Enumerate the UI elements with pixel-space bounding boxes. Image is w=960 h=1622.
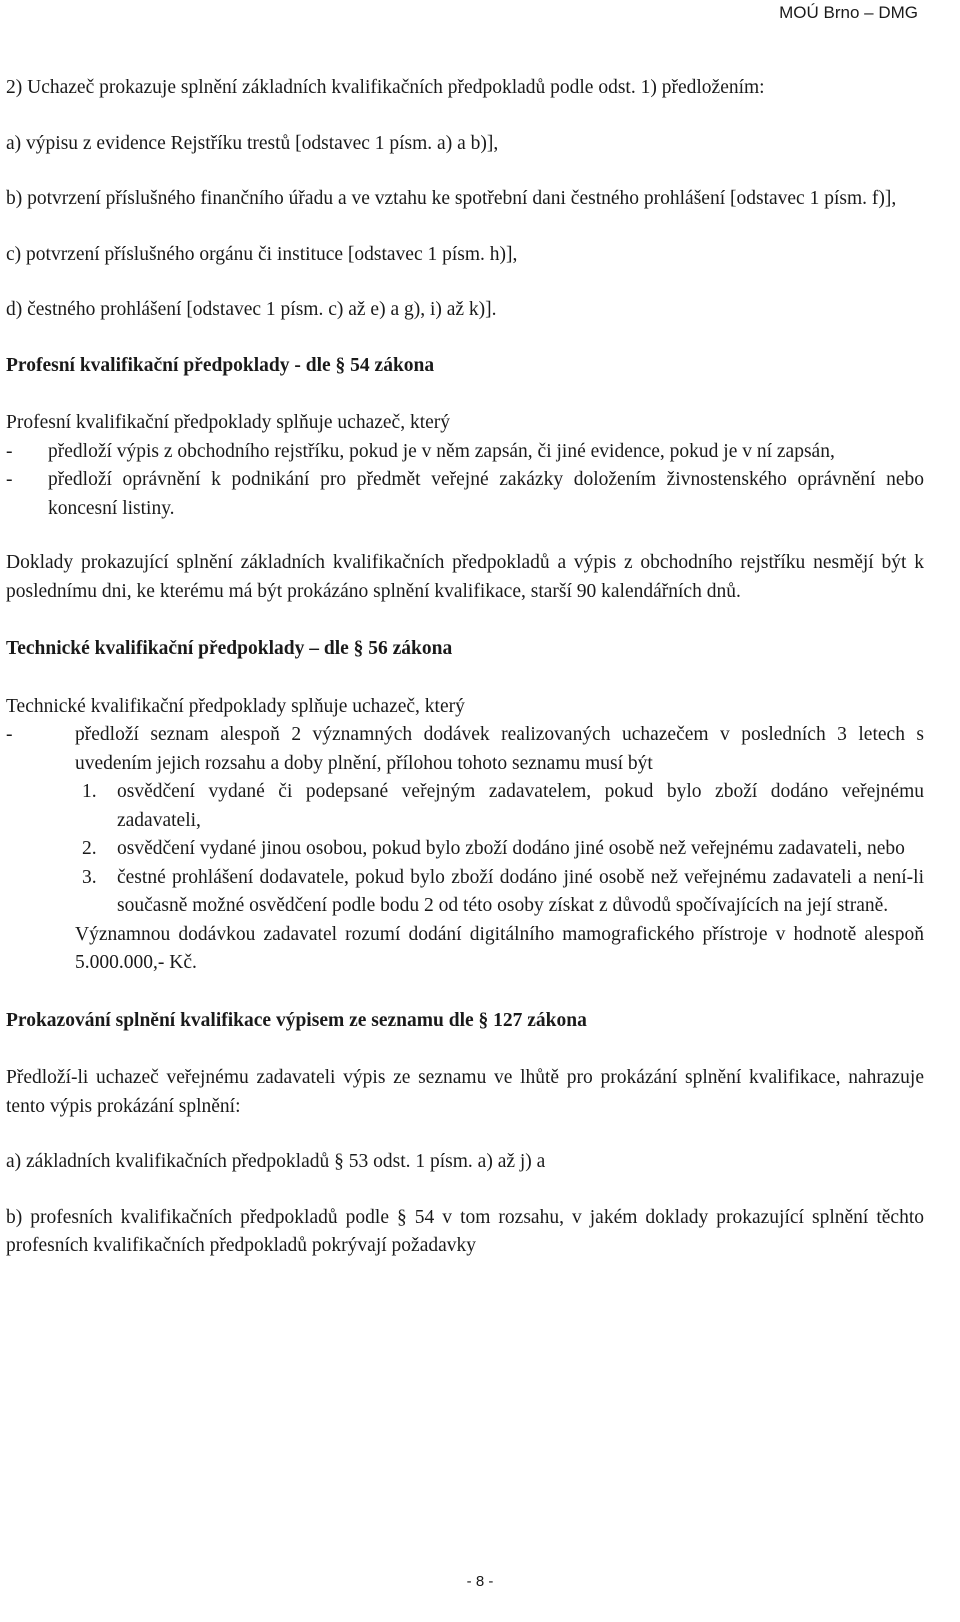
dash-item-text: předloží výpis z obchodního rejstříku, pokud je v něm zapsán, či jiné evidence, pokud je v ní zapsán, [48,440,835,462]
numbered-item [6,778,924,835]
dash-marker: - [6,724,13,745]
list-item: c) potvrzení příslušného orgánu či instituce [odstavec 1 písm. h)], [6,243,518,265]
list-item: b) profesních kvalifikačních předpokladů podle § 54 v tom rozsahu, v jakém doklady prokazující splnění těchto profesních kvalifikačních předpokladů pokrývají požadavky [6,1206,924,1256]
number-marker: 3. [82,866,97,888]
number-marker: 1. [82,781,97,802]
dash-item [6,721,924,778]
page-number: - 8 - [466,1573,494,1590]
dash-item-text: předloží oprávnění k podnikání pro předmět veřejné zakázky doložením živnostenského oprávnění nebo koncesní listiny. [48,469,924,519]
paragraph: Významnou dodávkou zadavatel rozumí dodání digitálního mamografického přístroje v hodnotě alespoň 5.000.000,- Kč. [75,923,924,973]
dash-marker: - [6,440,13,462]
list-item: a) základních kvalifikačních předpokladů § 53 odst. 1 písm. a) až j) a [6,1151,546,1172]
paragraph: Profesní kvalifikační předpoklady splňuje uchazeč, který [6,412,451,433]
page-header: MOÚ Brno – DMG [779,3,918,22]
number-marker: 2. [82,838,97,859]
numbered-item-text: čestné prohlášení dodavatele, pokud bylo zboží dodáno jiné osobě než veřejnému zadavateli a není-li současně možné osvědčení podle bodu 2 od této osoby získat z důvodů spočívajících na její straně. [117,866,924,916]
numbered-item-text: osvědčení vydané či podepsané veřejným zadavatelem, pokud bylo zboží dodáno veřejnému zadavateli, [117,781,924,831]
document-body [6,74,924,1261]
section-heading: Technické kvalifikační předpoklady – dle § 56 zákona [6,638,453,659]
paragraph: Technické kvalifikační předpoklady splňuje uchazeč, který [6,695,465,717]
paragraph: Doklady prokazující splnění základních kvalifikačních předpokladů a výpis z obchodního rejstříku nesmějí být k poslednímu dni, ke kterému má být prokázáno splnění kvalifikace, starší 90 kalendářních dnů. [6,552,924,602]
list-item: b) potvrzení příslušného finančního úřadu a ve vztahu ke spotřební dani čestného prohlášení [odstavec 1 písm. f)], [6,188,897,209]
paragraph: Předloží-li uchazeč veřejnému zadavateli výpis ze seznamu ve lhůtě pro prokázání splnění kvalifikace, nahrazuje tento výpis prokázání splnění: [6,1067,924,1117]
dash-item-text: předloží seznam alespoň 2 významných dodávek realizovaných uchazečem v posledních 3 letech s uvedením jejich rozsahu a doby plnění, přílohou tohoto seznamu musí být [75,724,924,774]
dash-item [6,438,924,467]
dash-item [6,466,924,523]
numbered-item [6,864,924,921]
list-item: a) výpisu z evidence Rejstříku trestů [odstavec 1 písm. a) a b)], [6,132,499,154]
numbered-item-text: osvědčení vydané jinou osobou, pokud bylo zboží dodáno jiné osobě než veřejnému zadavateli, nebo [117,838,905,859]
numbered-item [6,835,924,864]
section-heading: Profesní kvalifikační předpoklady - dle § 54 zákona [6,354,435,376]
list-item: d) čestného prohlášení [odstavec 1 písm. c) až e) a g), i) až k)]. [6,299,497,320]
paragraph: 2) Uchazeč prokazuje splnění základních kvalifikačních předpokladů podle odst. 1) předložením: [6,77,765,98]
section-heading: Prokazování splnění kvalifikace výpisem ze seznamu dle § 127 zákona [6,1009,587,1031]
dash-marker: - [6,469,13,490]
